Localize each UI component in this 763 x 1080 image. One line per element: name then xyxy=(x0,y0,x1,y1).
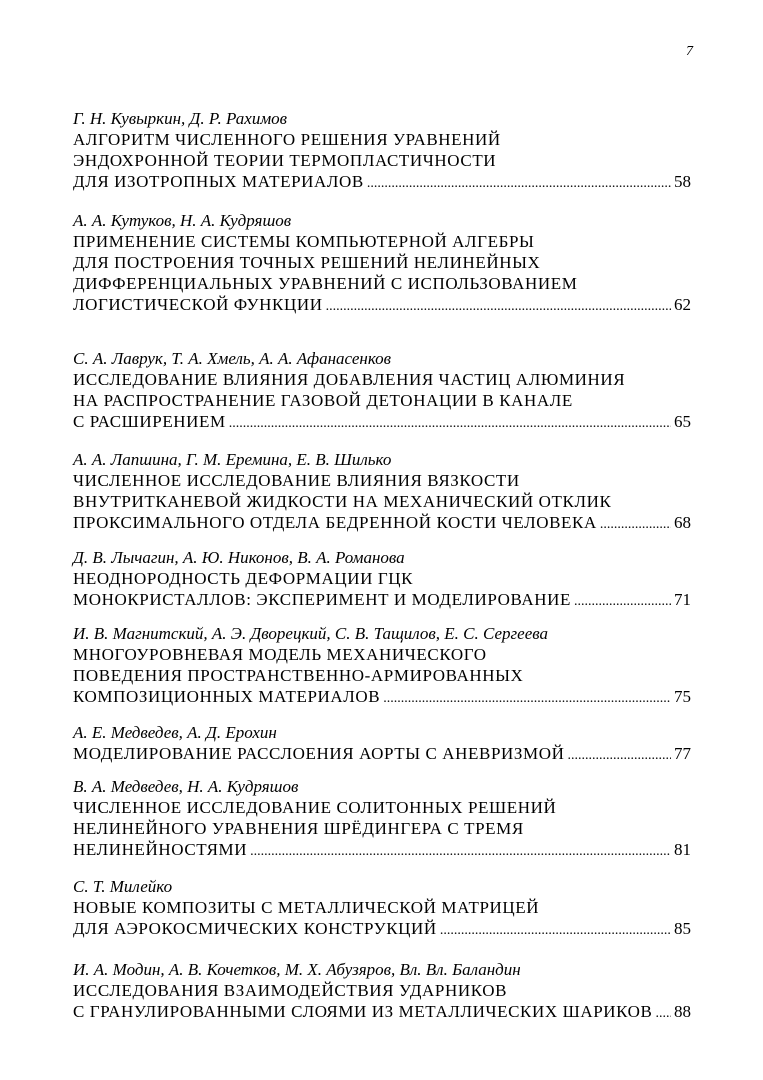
leader-dots xyxy=(326,296,671,317)
entry-page-number: 71 xyxy=(674,590,691,609)
entry-title-text: ЛОГИСТИЧЕСКОЙ ФУНКЦИИ xyxy=(73,295,323,314)
toc-entry xyxy=(73,877,691,941)
entry-title-text: ДЛЯ АЭРОКОСМИЧЕСКИХ КОНСТРУКЦИЙ xyxy=(73,919,437,938)
toc-entry xyxy=(73,960,691,1024)
entry-title-last-line xyxy=(73,918,691,941)
entry-page-number: 75 xyxy=(674,687,691,706)
entry-title-text: ДЛЯ ИЗОТРОПНЫХ МАТЕРИАЛОВ xyxy=(73,172,364,191)
leader-dots xyxy=(367,173,671,194)
toc-entry xyxy=(73,723,691,766)
toc-entry xyxy=(73,349,691,434)
entry-title-line: МНОГОУРОВНЕВАЯ МОДЕЛЬ МЕХАНИЧЕСКОГО xyxy=(73,645,487,664)
entry-authors: И. В. Магнитский, А. Э. Дворецкий, С. В. Тащилов, Е. С. Сергеева xyxy=(73,624,549,643)
entry-title-line: ВНУТРИТКАНЕВОЙ ЖИДКОСТИ НА МЕХАНИЧЕСКИЙ ОТКЛИК xyxy=(73,492,612,511)
entry-title-last-line xyxy=(73,411,691,434)
entry-page-number: 85 xyxy=(674,919,691,938)
entry-title-text: С ГРАНУЛИРОВАННЫМИ СЛОЯМИ ИЗ МЕТАЛЛИЧЕСКИХ ШАРИКОВ xyxy=(73,1002,653,1021)
entry-title-line: ПРИМЕНЕНИЕ СИСТЕМЫ КОМПЬЮТЕРНОЙ АЛГЕБРЫ xyxy=(73,232,535,251)
entry-title-line: ЭНДОХРОННОЙ ТЕОРИИ ТЕРМОПЛАСТИЧНОСТИ xyxy=(73,151,497,170)
entry-title-line: ЧИСЛЕННОЕ ИССЛЕДОВАНИЕ ВЛИЯНИЯ ВЯЗКОСТИ xyxy=(73,471,520,490)
entry-authors: А. Е. Медведев, А. Д. Ерохин xyxy=(73,723,277,742)
entry-authors: А. А. Кутуков, Н. А. Кудряшов xyxy=(73,211,292,230)
entry-title-line: ЧИСЛЕННОЕ ИССЛЕДОВАНИЕ СОЛИТОННЫХ РЕШЕНИЙ xyxy=(73,798,557,817)
entry-title-line: ИССЛЕДОВАНИЕ ВЛИЯНИЯ ДОБАВЛЕНИЯ ЧАСТИЦ АЛЮМИНИЯ xyxy=(73,370,626,389)
entry-title-last-line xyxy=(73,1001,691,1024)
entry-title-text: С РАСШИРЕНИЕМ xyxy=(73,412,226,431)
entry-title-line: НОВЫЕ КОМПОЗИТЫ С МЕТАЛЛИЧЕСКОЙ МАТРИЦЕЙ xyxy=(73,898,540,917)
leader-dots xyxy=(229,413,671,434)
entry-page-number: 81 xyxy=(674,840,691,859)
entry-title-line: ПОВЕДЕНИЯ ПРОСТРАНСТВЕННО-АРМИРОВАННЫХ xyxy=(73,666,524,685)
entry-authors: С. А. Лаврук, Т. А. Хмель, А. А. Афанасенков xyxy=(73,349,392,368)
toc-entry xyxy=(73,450,691,535)
entry-title-line: ИССЛЕДОВАНИЯ ВЗАИМОДЕЙСТВИЯ УДАРНИКОВ xyxy=(73,981,508,1000)
entry-title-text: ПРОКСИМАЛЬНОГО ОТДЕЛА БЕДРЕННОЙ КОСТИ ЧЕЛОВЕКА xyxy=(73,513,597,532)
entry-title-last-line xyxy=(73,743,691,766)
entry-title-last-line xyxy=(73,512,691,535)
entry-title-text: КОМПОЗИЦИОННЫХ МАТЕРИАЛОВ xyxy=(73,687,381,706)
leader-dots xyxy=(568,745,672,766)
entry-page-number: 77 xyxy=(674,744,691,763)
entry-title-last-line xyxy=(73,294,691,317)
entry-title-last-line xyxy=(73,171,691,194)
entry-title-line: НА РАСПРОСТРАНЕНИЕ ГАЗОВОЙ ДЕТОНАЦИИ В КАНАЛЕ xyxy=(73,391,573,410)
leader-dots xyxy=(383,688,671,709)
entry-page-number: 68 xyxy=(674,513,691,532)
toc-entry xyxy=(73,777,691,862)
entry-authors: А. А. Лапшина, Г. М. Еремина, Е. В. Шилько xyxy=(73,450,392,469)
entry-page-number: 58 xyxy=(674,172,691,191)
entry-title-line: ДЛЯ ПОСТРОЕНИЯ ТОЧНЫХ РЕШЕНИЙ НЕЛИНЕЙНЫХ xyxy=(73,253,541,272)
leader-dots xyxy=(574,591,671,612)
entry-page-number: 65 xyxy=(674,412,691,431)
entry-authors: Д. В. Лычагин, А. Ю. Никонов, В. А. Романова xyxy=(73,548,405,567)
leader-dots xyxy=(655,1003,671,1024)
entry-title-line: ДИФФЕРЕНЦИАЛЬНЫХ УРАВНЕНИЙ С ИСПОЛЬЗОВАНИЕМ xyxy=(73,274,578,293)
entry-authors: С. Т. Милейко xyxy=(73,877,173,896)
toc-entry xyxy=(73,548,691,612)
entry-title-line: НЕЛИНЕЙНОГО УРАВНЕНИЯ ШРЁДИНГЕРА С ТРЕМЯ xyxy=(73,819,524,838)
entry-title-last-line xyxy=(73,839,691,862)
entry-title-text: НЕЛИНЕЙНОСТЯМИ xyxy=(73,840,248,859)
entry-title-line: НЕОДНОРОДНОСТЬ ДЕФОРМАЦИИ ГЦК xyxy=(73,569,414,588)
toc-entry xyxy=(73,109,691,194)
page-number: 7 xyxy=(686,44,693,59)
entry-title-text: МОДЕЛИРОВАНИЕ РАССЛОЕНИЯ АОРТЫ С АНЕВРИЗМОЙ xyxy=(73,744,565,763)
entry-authors: И. А. Модин, А. В. Кочетков, М. Х. Абузяров, Вл. Вл. Баландин xyxy=(73,960,521,979)
leader-dots xyxy=(600,514,671,535)
entry-page-number: 62 xyxy=(674,295,691,314)
entry-title-last-line xyxy=(73,686,691,709)
entry-title-line: АЛГОРИТМ ЧИСЛЕННОГО РЕШЕНИЯ УРАВНЕНИЙ xyxy=(73,130,501,149)
leader-dots xyxy=(440,920,671,941)
toc-entry xyxy=(73,211,691,317)
leader-dots xyxy=(250,841,671,862)
toc-entry xyxy=(73,624,691,709)
entry-authors: В. А. Медведев, Н. А. Кудряшов xyxy=(73,777,299,796)
entry-title-text: МОНОКРИСТАЛЛОВ: ЭКСПЕРИМЕНТ И МОДЕЛИРОВАНИЕ xyxy=(73,590,571,609)
entry-title-last-line xyxy=(73,589,691,612)
entry-page-number: 88 xyxy=(674,1002,691,1021)
entry-authors: Г. Н. Кувыркин, Д. Р. Рахимов xyxy=(73,109,288,128)
